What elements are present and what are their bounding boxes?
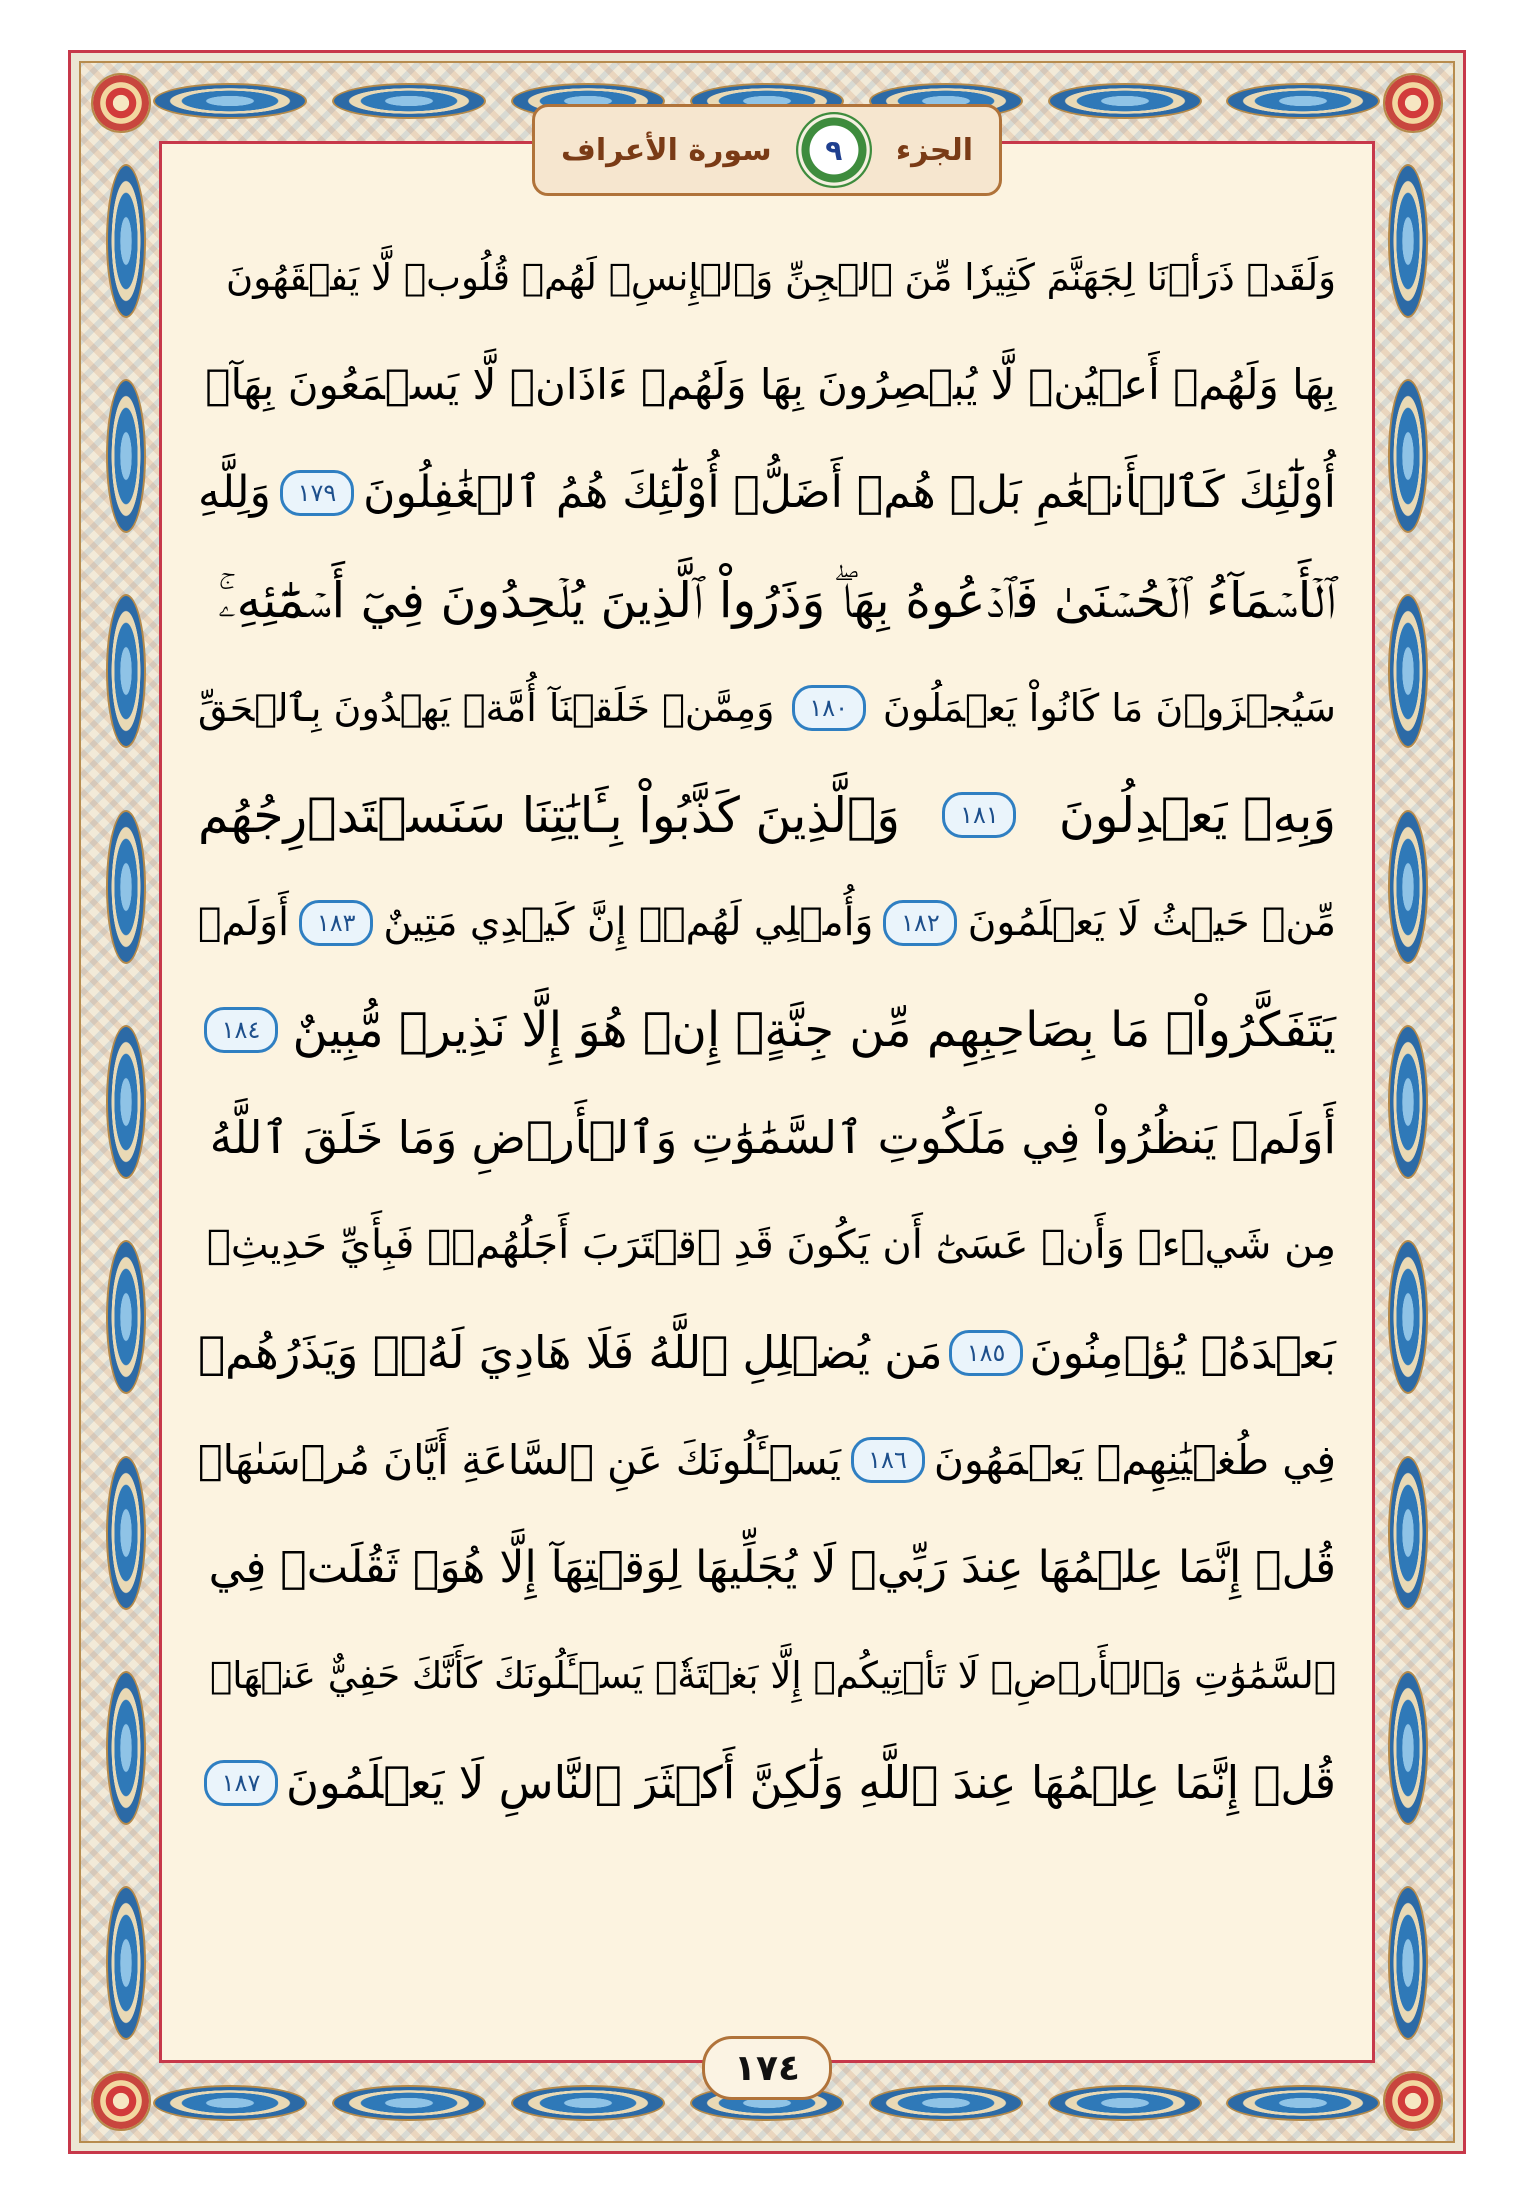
ayah-number-marker: ١٨٤ (204, 1007, 278, 1053)
medallion-ornament-icon (106, 164, 146, 318)
medallion-ornament-icon (1388, 1240, 1428, 1394)
verse-line (198, 439, 1336, 547)
verse-text: قُلۡ إِنَّمَا عِلۡمُهَا عِندَ رَبِّيۖ لَا يُجَلِّيهَا لِوَقۡتِهَآ إِلَّا هُوَۚ ثَقُلَتۡ فِي (208, 1541, 1336, 1593)
verse-text: مِن شَيۡءٖ وَأَنۡ عَسَىٰٓ أَن يَكُونَ قَدِ ٱقۡتَرَبَ أَجَلُهُمۡۖ فَبِأَيِّ حَدِيثِۭ (206, 1222, 1336, 1269)
verse-text: وَأُمۡلِي لَهُمۡۚ إِنَّ كَيۡدِي مَتِينٌ (383, 900, 874, 946)
medallion-ornament-icon (1388, 379, 1428, 533)
medallion-ornament-icon (1388, 1456, 1428, 1610)
verse-text: فِي طُغۡيَٰنِهِمۡ يَعۡمَهُونَ (933, 1435, 1336, 1484)
verse-line (198, 1622, 1336, 1730)
medallion-ornament-icon (106, 379, 146, 533)
verse-line (198, 869, 1336, 977)
leaf-ornament-icon (869, 2085, 1023, 2121)
verse-text: وَمِمَّنۡ خَلَقۡنَآ أُمَّةٞ يَهۡدُونَ بِٱلۡحَقِّ (198, 685, 775, 730)
surah-name: سورة الأعراف (561, 132, 772, 168)
text-panel (159, 132, 1375, 2089)
verse-text: ٱلۡأَسۡمَآءُ ٱلۡحُسۡنَىٰ فَٱدۡعُوهُ بِهَاۖ وَذَرُواْ ٱلَّذِينَ يُلۡحِدُونَ فِيٓ أَسۡمَٰٓئِهِۦۚ (218, 571, 1336, 629)
leaf-ornament-icon (1226, 2085, 1380, 2121)
verse-text: مِّنۡ حَيۡثُ لَا يَعۡلَمُونَ (967, 900, 1336, 946)
verse-text: وَٱلَّذِينَ كَذَّبُواْ بِـَٔايَٰتِنَا سَنَسۡتَدۡرِجُهُم (198, 786, 901, 844)
medallion-ornament-icon (1388, 164, 1428, 318)
right-ornament-column (1373, 133, 1443, 2071)
verse-text: بِهَا وَلَهُمۡ أَعۡيُنٞ لَّا يُبۡصِرُونَ بِهَا وَلَهُمۡ ءَاذَانٞ لَّا يَسۡمَعُونَ بِهَآۚ (205, 360, 1336, 410)
verse-text: سَيُجۡزَوۡنَ مَا كَانُواْ يَعۡمَلُونَ (882, 685, 1336, 730)
verse-text: بَعۡدَهُۥ يُؤۡمِنُونَ (1029, 1326, 1336, 1380)
verse-line (198, 547, 1336, 655)
ayah-number-marker: ١٨٣ (299, 900, 373, 946)
verse-text: وَلِلَّهِ (198, 466, 271, 518)
ayah-number-marker: ١٨١ (942, 792, 1016, 838)
verse-text: أَوَلَمۡ (198, 900, 289, 946)
ayah-number-marker: ١٧٩ (280, 470, 354, 516)
ayah-number-marker: ١٨٢ (883, 900, 957, 946)
medallion-ornament-icon (106, 1886, 146, 2040)
surah-number-badge (796, 112, 872, 188)
verse-text: مَن يُضۡلِلِ ٱللَّهُ فَلَا هَادِيَ لَهُۥۚ وَيَذَرُهُمۡ (198, 1326, 943, 1380)
verse-line (198, 1299, 1336, 1407)
leaf-ornament-icon (153, 2085, 307, 2121)
verse-text: وَلَقَدۡ ذَرَأۡنَا لِجَهَنَّمَ كَثِيرٗا مِّنَ ٱلۡجِنِّ وَٱلۡإِنسِۖ لَهُمۡ قُلُوبٞ لَّا يَفۡقَهُونَ (226, 256, 1336, 300)
verse-text: يَتَفَكَّرُواْۗ مَا بِصَاحِبِهِم مِّن جِنَّةٍۚ إِنۡ هُوَ إِلَّا نَذِيرٞ مُّبِينٌ (292, 1002, 1336, 1059)
leaf-ornament-icon (1048, 2085, 1202, 2121)
verse-line (198, 977, 1336, 1085)
verse-text: ٱلسَّمَٰوَٰتِ وَٱلۡأَرۡضِۚ لَا تَأۡتِيكُمۡ إِلَّا بَغۡتَةٗۗ يَسۡـَٔلُونَكَ كَأَنَّكَ حَفِيٌّ عَنۡهَاۖ (209, 1653, 1336, 1697)
medallion-ornament-icon (106, 1240, 146, 1394)
leaf-ornament-icon (332, 83, 486, 119)
ornamental-frame (79, 61, 1455, 2143)
verse-line (198, 654, 1336, 762)
verse-line (198, 1407, 1336, 1515)
medallion-ornament-icon (106, 810, 146, 964)
medallion-ornament-icon (106, 1671, 146, 1825)
medallion-ornament-icon (1388, 1025, 1428, 1179)
verse-text: وَبِهِۦ يَعۡدِلُونَ (1058, 786, 1336, 844)
medallion-ornament-icon (106, 1025, 146, 1179)
leaf-ornament-icon (511, 2085, 665, 2121)
mushaf-page (68, 50, 1466, 2154)
leaf-ornament-icon (1048, 83, 1202, 119)
left-ornament-column (91, 133, 161, 2071)
verse-text: قُلۡ إِنَّمَا عِلۡمُهَا عِندَ ٱللَّهِ وَلَٰكِنَّ أَكۡثَرَ ٱلنَّاسِ لَا يَعۡلَمُونَ (285, 1756, 1336, 1810)
ayah-number-marker: ١٨٧ (204, 1760, 278, 1806)
verse-text: أَوَلَمۡ يَنظُرُواْ فِي مَلَكُوتِ ٱلسَّمَٰوَٰتِ وَٱلۡأَرۡضِ وَمَا خَلَقَ ٱللَّهُ (209, 1111, 1336, 1165)
medallion-ornament-icon (106, 1456, 146, 1610)
verse-line (198, 224, 1336, 332)
medallion-ornament-icon (106, 594, 146, 748)
ayah-number-marker: ١٨٥ (949, 1330, 1023, 1376)
leaf-ornament-icon (153, 83, 307, 119)
verse-text: يَسۡـَٔلُونَكَ عَنِ ٱلسَّاعَةِ أَيَّانَ مُرۡسَىٰهَاۖ (198, 1435, 842, 1484)
page-number: ١٧٤ (734, 2047, 800, 2089)
page-header (532, 104, 1002, 196)
verse-line (198, 332, 1336, 440)
verse-line (198, 1514, 1336, 1622)
verse-lines (198, 224, 1336, 1837)
verse-line (198, 1192, 1336, 1300)
verse-text: أُوْلَٰٓئِكَ كَٱلۡأَنۡعَٰمِ بَلۡ هُمۡ أَضَلُّۚ أُوْلَٰٓئِكَ هُمُ ٱلۡغَٰفِلُونَ (363, 466, 1336, 518)
ayah-number-marker: ١٨٠ (792, 685, 866, 731)
verse-line (198, 762, 1336, 870)
medallion-ornament-icon (1388, 1886, 1428, 2040)
verse-line (198, 1729, 1336, 1837)
medallion-ornament-icon (1388, 1671, 1428, 1825)
leaf-ornament-icon (1226, 83, 1380, 119)
surah-number: ٩ (825, 133, 843, 167)
juz-label: الجزء (895, 132, 973, 168)
ayah-number-marker: ١٨٦ (851, 1437, 925, 1483)
leaf-ornament-icon (332, 2085, 486, 2121)
page-number-box (702, 2036, 832, 2100)
verse-line (198, 1084, 1336, 1192)
medallion-ornament-icon (1388, 810, 1428, 964)
medallion-ornament-icon (1388, 594, 1428, 748)
